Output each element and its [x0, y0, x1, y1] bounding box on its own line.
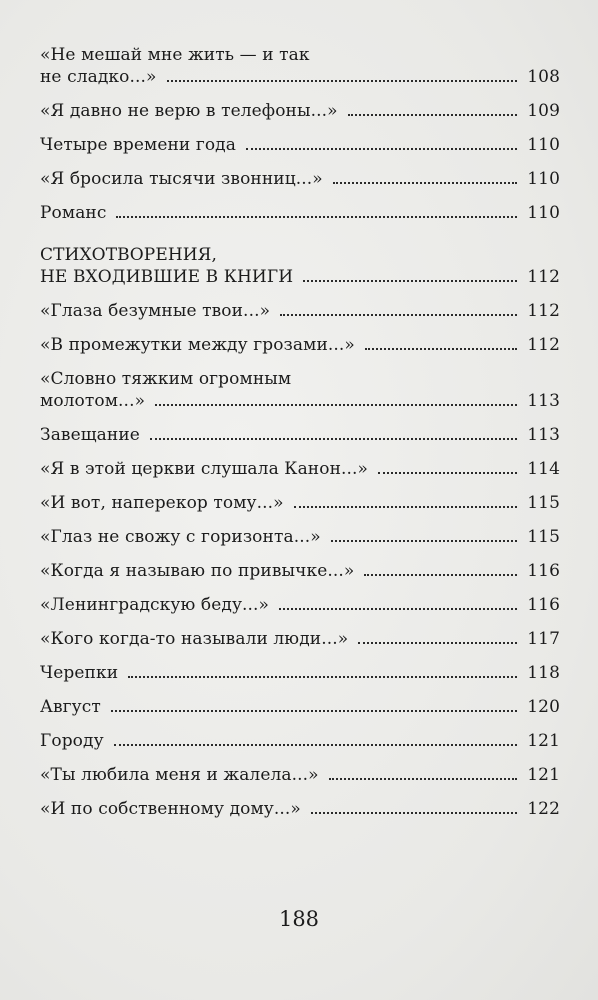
toc-entry-page: 116 — [527, 595, 560, 615]
toc-entry-page: 120 — [527, 697, 560, 717]
dot-leader — [111, 710, 517, 712]
toc-entry-title-line2: НЕ ВХОДИВШИЕ В КНИГИ — [40, 267, 294, 287]
toc-entry-page: 110 — [527, 169, 560, 189]
toc-entry-title-line2: молотом...» — [40, 391, 146, 411]
page-number: 188 — [278, 907, 320, 931]
toc-entry-title: «Ленинградскую беду...» — [40, 595, 270, 615]
toc-entry-page: 110 — [527, 135, 560, 155]
toc-entry-page: 109 — [527, 101, 560, 121]
toc-entry — [40, 492, 560, 514]
dot-leader — [280, 314, 517, 316]
dot-leader — [246, 148, 517, 150]
toc-entry-title: «Кого когда-то называли люди...» — [40, 629, 349, 649]
toc-entry-page: 115 — [527, 493, 560, 513]
toc-entry — [40, 594, 560, 616]
toc-entry-title: «Я давно не верю в телефоны...» — [40, 101, 338, 121]
dot-leader — [331, 540, 518, 542]
toc-entry-title: «Ты любила меня и жалела...» — [40, 765, 319, 785]
table-of-contents — [40, 44, 560, 832]
toc-entry-page: 118 — [527, 663, 560, 683]
toc-entry-page: 122 — [527, 799, 560, 819]
toc-entry-last-line — [40, 66, 560, 88]
toc-entry — [40, 424, 560, 446]
toc-entry — [40, 368, 560, 412]
toc-entry-page: 108 — [527, 67, 560, 87]
toc-entry-title-line1: «Словно тяжким огромным — [40, 369, 292, 389]
dot-leader — [358, 642, 517, 644]
toc-entry — [40, 764, 560, 786]
toc-entry — [40, 300, 560, 322]
toc-entry-page: 121 — [527, 731, 560, 751]
toc-entry — [40, 100, 560, 122]
toc-entry — [40, 526, 560, 548]
toc-entry-page: 121 — [527, 765, 560, 785]
toc-entry-title: Август — [40, 697, 101, 717]
toc-entry-title: «И по собственному дому...» — [40, 799, 301, 819]
toc-entry-title: Романс — [40, 203, 107, 223]
toc-entry-title-line1: СТИХОТВОРЕНИЯ, — [40, 245, 218, 265]
toc-entry-page: 112 — [527, 335, 560, 355]
toc-entry-title: Завещание — [40, 425, 140, 445]
toc-entry-page: 112 — [527, 301, 560, 321]
toc-entry — [40, 244, 560, 288]
dot-leader — [364, 574, 517, 576]
dot-leader — [167, 80, 518, 82]
toc-entry-title: Черепки — [40, 663, 119, 683]
dot-leader — [128, 676, 517, 678]
toc-entry-page: 117 — [527, 629, 560, 649]
toc-entry — [40, 560, 560, 582]
dot-leader — [114, 744, 518, 746]
dot-leader — [294, 506, 518, 508]
toc-entry — [40, 334, 560, 356]
toc-entry — [40, 696, 560, 718]
toc-entry — [40, 168, 560, 190]
toc-entry — [40, 202, 560, 224]
dot-leader — [279, 608, 517, 610]
dot-leader — [155, 404, 517, 406]
dot-leader — [311, 812, 517, 814]
toc-entry-title: «Глаз не свожу с горизонта...» — [40, 527, 321, 547]
toc-entry-page: 113 — [527, 425, 560, 445]
toc-entry-page: 112 — [527, 267, 560, 287]
dot-leader — [333, 182, 518, 184]
toc-entry — [40, 662, 560, 684]
dot-leader — [116, 216, 517, 218]
toc-entry-last-line — [40, 266, 560, 288]
toc-entry-page: 115 — [527, 527, 560, 547]
toc-entry — [40, 730, 560, 752]
dot-leader — [365, 348, 517, 350]
toc-entry-last-line — [40, 390, 560, 412]
toc-entry-title: «Когда я называю по привычке...» — [40, 561, 355, 581]
toc-entry-page: 114 — [527, 459, 560, 479]
dot-leader — [150, 438, 517, 440]
toc-entry-title-line1: «Не мешай мне жить — и так — [40, 45, 310, 65]
dot-leader — [348, 114, 518, 116]
toc-entry-title: «Я бросила тысячи звонниц...» — [40, 169, 323, 189]
toc-entry-title: «В промежутки между грозами...» — [40, 335, 355, 355]
dot-leader — [303, 280, 517, 282]
toc-entry-title: Четыре времени года — [40, 135, 236, 155]
dot-leader — [378, 472, 517, 474]
toc-entry — [40, 628, 560, 650]
toc-entry-page: 113 — [527, 391, 560, 411]
toc-entry — [40, 458, 560, 480]
toc-entry-title: «Глаза безумные твои...» — [40, 301, 271, 321]
toc-entry-page: 110 — [527, 203, 560, 223]
toc-entry — [40, 44, 560, 88]
toc-entry-title: «Я в этой церкви слушала Канон...» — [40, 459, 369, 479]
toc-entry — [40, 798, 560, 820]
toc-entry-title-line2: не сладко...» — [40, 67, 157, 87]
toc-entry — [40, 134, 560, 156]
dot-leader — [329, 778, 518, 780]
toc-entry-title: «И вот, наперекор тому...» — [40, 493, 284, 513]
toc-entry-title: Городу — [40, 731, 104, 751]
toc-entry-page: 116 — [527, 561, 560, 581]
